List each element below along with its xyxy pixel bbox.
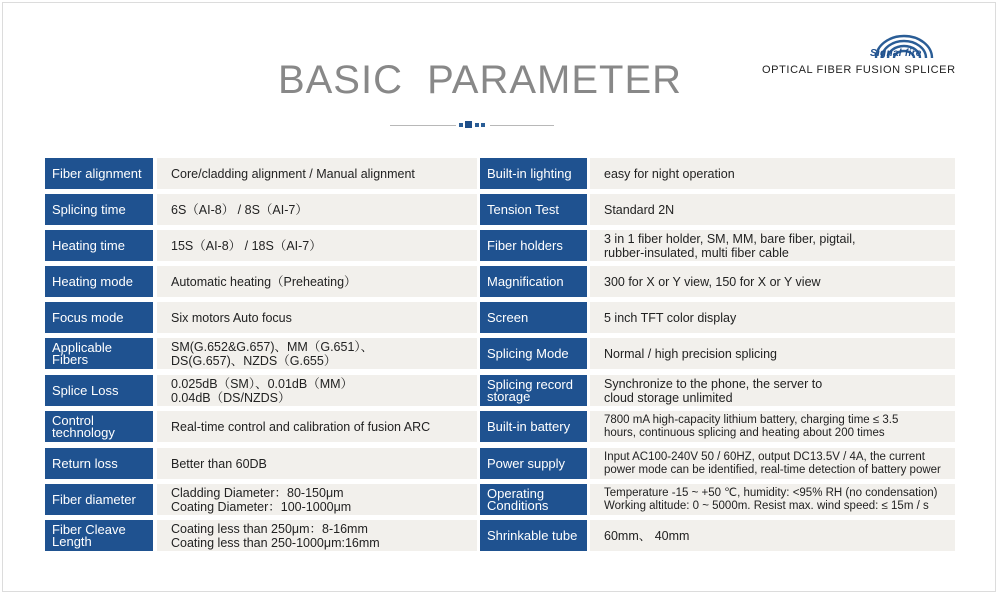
left-param-row: [45, 448, 477, 479]
title-divider-left: [390, 125, 456, 126]
param-value: Temperature -15 ~ +50 ℃, humidity: <95% RH (no condensation) Working altitude: 0 ~ 5000m. Resist max. wind speed: ≤ 15m / s: [590, 484, 955, 515]
param-value: 0.025dB（SM）、0.01dB（MM） 0.04dB（DS/NZDS）: [157, 375, 477, 406]
right-param-row: [480, 230, 955, 261]
right-param-row: [480, 158, 955, 189]
param-value: SM(G.652&G.657)、MM（G.651）、 DS(G.657)、NZDS（G.655）: [157, 338, 477, 369]
right-param-row: [480, 338, 955, 369]
param-label: Fiber alignment: [45, 158, 153, 189]
param-label: Power supply: [480, 448, 587, 479]
left-param-row: [45, 230, 477, 261]
param-value: 3 in 1 fiber holder, SM, MM, bare fiber, pigtail, rubber-insulated, multi fiber cable: [590, 230, 955, 261]
param-label: Return loss: [45, 448, 153, 479]
param-value: Normal / high precision splicing: [590, 338, 955, 369]
param-label: Built-in lighting: [480, 158, 587, 189]
right-param-row: [480, 448, 955, 479]
param-value: Automatic heating（Preheating）: [157, 266, 477, 297]
right-param-row: [480, 484, 955, 515]
right-param-row: [480, 302, 955, 333]
param-label: Fiber diameter: [45, 484, 153, 515]
param-value: 300 for X or Y view, 150 for X or Y view: [590, 266, 955, 297]
param-value: 6S（AI-8） / 8S（AI-7）: [157, 194, 477, 225]
param-value: easy for night operation: [590, 158, 955, 189]
product-subtitle: OPTICAL FIBER FUSION SPLICER: [762, 64, 956, 76]
right-param-row: [480, 266, 955, 297]
param-value: Cladding Diameter：80-150μm Coating Diameter：100-1000μm: [157, 484, 477, 515]
param-label: Control technology: [45, 411, 153, 442]
param-label: Applicable Fibers: [45, 338, 153, 369]
left-param-row: [45, 484, 477, 515]
param-label: Shrinkable tube: [480, 520, 587, 551]
param-label: Fiber holders: [480, 230, 587, 261]
left-param-row: [45, 375, 477, 406]
brand-logo-text: Signal fire: [870, 48, 922, 59]
title-divider-right: [490, 125, 554, 126]
param-value: 60mm、 40mm: [590, 520, 955, 551]
param-label: Screen: [480, 302, 587, 333]
param-value: 7800 mA high-capacity lithium battery, charging time ≤ 3.5 hours, continuous splicing and heating about 200 times: [590, 411, 955, 442]
param-label: Splicing record storage: [480, 375, 587, 406]
page-title: BASIC PARAMETER: [277, 58, 683, 102]
param-label: Fiber Cleave Length: [45, 520, 153, 551]
param-value: 5 inch TFT color display: [590, 302, 955, 333]
left-param-row: [45, 194, 477, 225]
param-label: Focus mode: [45, 302, 153, 333]
param-label: Magnification: [480, 266, 587, 297]
left-param-row: [45, 302, 477, 333]
param-label: Built-in battery: [480, 411, 587, 442]
param-value: Six motors Auto focus: [157, 302, 477, 333]
param-value: Standard 2N: [590, 194, 955, 225]
right-param-row: [480, 375, 955, 406]
param-label: Splice Loss: [45, 375, 153, 406]
param-label: Heating time: [45, 230, 153, 261]
left-param-row: [45, 338, 477, 369]
param-label: Operating Conditions: [480, 484, 587, 515]
param-label: Splicing time: [45, 194, 153, 225]
param-value: Coating less than 250μm：8-16mm Coating less than 250-1000μm:16mm: [157, 520, 477, 551]
left-param-row: [45, 411, 477, 442]
left-param-row: [45, 520, 477, 551]
left-param-row: [45, 266, 477, 297]
param-value: Synchronize to the phone, the server to cloud storage unlimited: [590, 375, 955, 406]
param-label: Tension Test: [480, 194, 587, 225]
param-value: Core/cladding alignment / Manual alignment: [157, 158, 477, 189]
param-value: Better than 60DB: [157, 448, 477, 479]
right-param-row: [480, 520, 955, 551]
param-value: Input AC100-240V 50 / 60HZ, output DC13.5V / 4A, the current power mode can be identified, real-time detection of battery power: [590, 448, 955, 479]
right-param-row: [480, 194, 955, 225]
param-label: Splicing Mode: [480, 338, 587, 369]
param-label: Heating mode: [45, 266, 153, 297]
left-param-row: [45, 158, 477, 189]
param-value: 15S（AI-8） / 18S（AI-7）: [157, 230, 477, 261]
param-value: Real-time control and calibration of fusion ARC: [157, 411, 477, 442]
right-param-row: [480, 411, 955, 442]
